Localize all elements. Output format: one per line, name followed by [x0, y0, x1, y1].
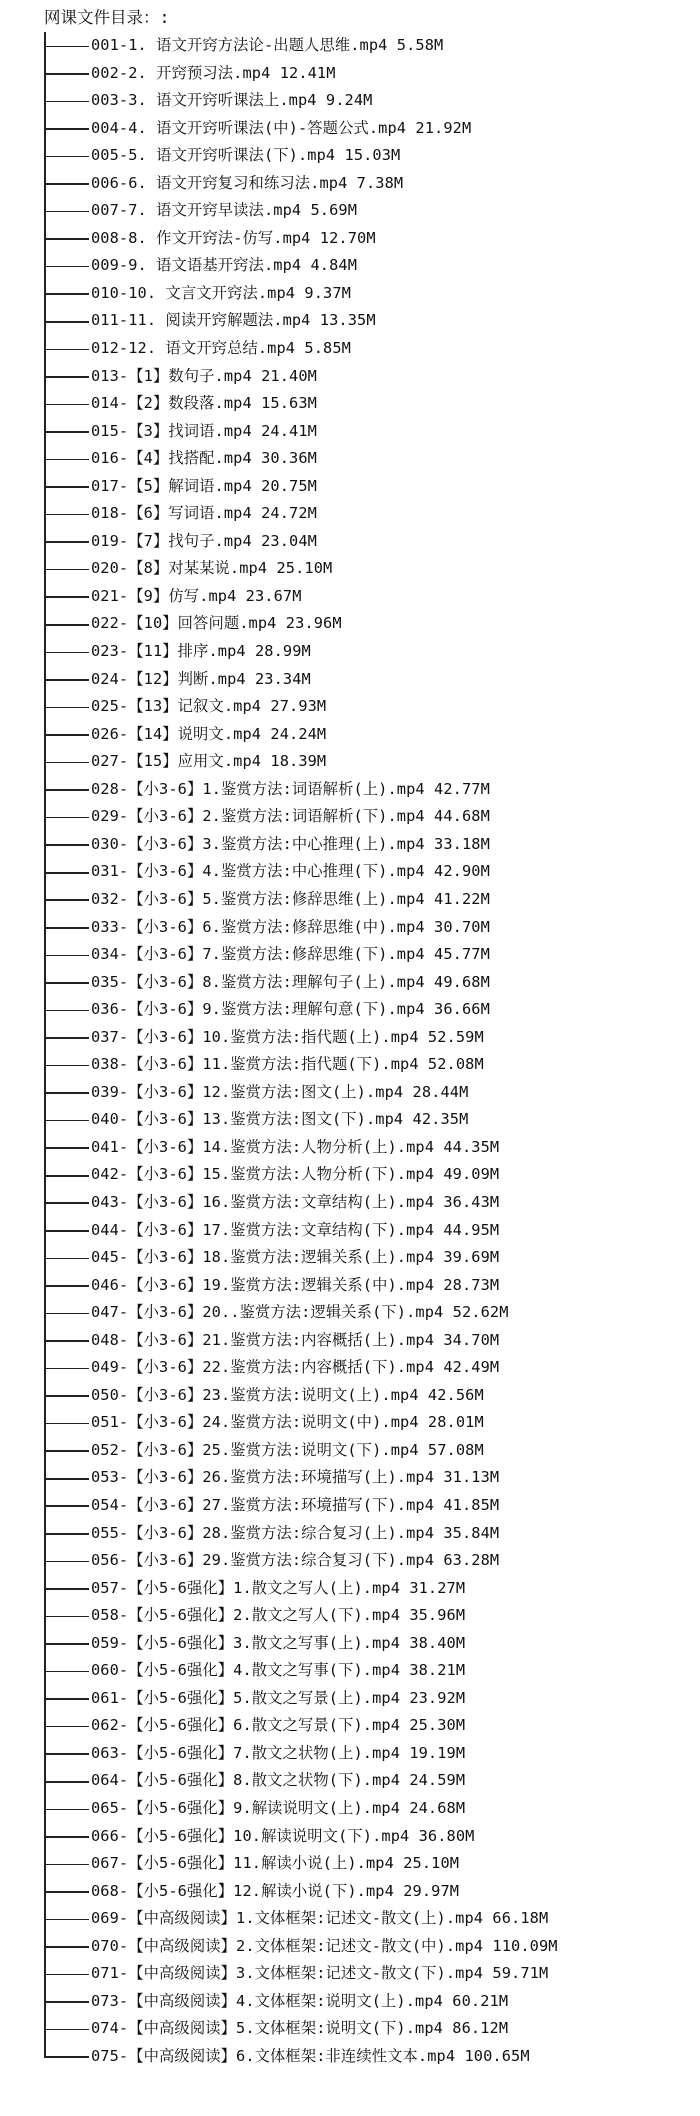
tree-horizontal-line [44, 541, 89, 543]
tree-horizontal-line [44, 459, 89, 461]
file-name: 008-8. 作文开窍法-仿写.mp4 12.70M [91, 228, 376, 247]
file-list-item [0, 445, 700, 473]
file-name: 028-【小3-6】1.鉴赏方法:词语解析(上).mp4 42.77M [91, 779, 490, 798]
file-name: 066-【小5-6强化】10.解读说明文(下).mp4 36.80M [91, 1826, 475, 1845]
file-list-item [0, 1134, 700, 1162]
file-name: 032-【小3-6】5.鉴赏方法:修辞思维(上).mp4 41.22M [91, 889, 490, 908]
tree-horizontal-line [44, 707, 89, 709]
tree-horizontal-line [44, 652, 89, 654]
file-list-item [0, 858, 700, 886]
tree-horizontal-line [44, 1478, 89, 1480]
file-list-item [0, 60, 700, 88]
file-list-item [0, 1327, 700, 1355]
tree-horizontal-line [44, 101, 89, 103]
tree-horizontal-line [44, 762, 89, 764]
tree-horizontal-line [44, 1120, 89, 1122]
tree-horizontal-line [44, 266, 89, 268]
file-list-item [0, 473, 700, 501]
file-name: 014-【2】数段落.mp4 15.63M [91, 394, 317, 413]
file-list-item [0, 363, 700, 391]
file-name: 004-4. 语文开窍听课法(中)-答题公式.mp4 21.92M [91, 118, 472, 137]
tree-horizontal-line [44, 1175, 89, 1177]
file-name: 002-2. 开窍预习法.mp4 12.41M [91, 63, 336, 82]
tree-horizontal-line [44, 486, 89, 488]
file-list-item [0, 941, 700, 969]
tree-horizontal-line [44, 1919, 89, 1921]
file-name: 013-【1】数句子.mp4 21.40M [91, 366, 317, 385]
file-name: 040-【小3-6】13.鉴赏方法:图文(下).mp4 42.35M [91, 1110, 469, 1129]
file-list-item [0, 748, 700, 776]
file-list-item [0, 1079, 700, 1107]
file-list-item [0, 1850, 700, 1878]
file-list-item [0, 1630, 700, 1658]
tree-horizontal-line [44, 1561, 89, 1563]
file-name: 061-【小5-6强化】5.散文之写景(上).mp4 23.92M [91, 1688, 466, 1707]
tree-horizontal-line [44, 1643, 89, 1645]
file-list-item [0, 1382, 700, 1410]
tree-horizontal-line [44, 211, 89, 213]
file-name: 019-【7】找句子.mp4 23.04M [91, 531, 317, 550]
tree-horizontal-line [44, 899, 89, 901]
file-list-item [0, 1740, 700, 1768]
tree-horizontal-line [44, 1809, 89, 1811]
file-name: 009-9. 语文语基开窍法.mp4 4.84M [91, 256, 358, 275]
tree-horizontal-line [44, 1781, 89, 1783]
file-name: 006-6. 语文开窍复习和练习法.mp4 7.38M [91, 173, 404, 192]
tree-horizontal-line [44, 569, 89, 571]
tree-horizontal-line [44, 1891, 89, 1893]
file-list-item [0, 1795, 700, 1823]
tree-horizontal-line [44, 872, 89, 874]
tree-horizontal-line [44, 1505, 89, 1507]
file-list-item [0, 170, 700, 198]
tree-horizontal-line [44, 1230, 89, 1232]
tree-horizontal-line [44, 321, 89, 323]
tree-horizontal-line [44, 376, 89, 378]
file-list-item [0, 307, 700, 335]
file-name: 018-【6】写词语.mp4 24.72M [91, 504, 317, 523]
file-name: 021-【9】仿写.mp4 23.67M [91, 586, 302, 605]
file-name: 034-【小3-6】7.鉴赏方法:修辞思维(下).mp4 45.77M [91, 945, 490, 964]
file-list-item [0, 225, 700, 253]
file-name: 024-【12】判断.mp4 23.34M [91, 669, 311, 688]
file-name: 001-1. 语文开窍方法论-出题人思维.mp4 5.58M [91, 36, 444, 54]
file-list-item [0, 914, 700, 942]
file-name: 041-【小3-6】14.鉴赏方法:人物分析(上).mp4 44.35M [91, 1137, 500, 1156]
file-name: 031-【小3-6】4.鉴赏方法:中心推理(下).mp4 42.90M [91, 862, 490, 881]
file-name: 005-5. 语文开窍听课法(下).mp4 15.03M [91, 146, 401, 165]
file-name: 017-【5】解词语.mp4 20.75M [91, 476, 317, 495]
tree-horizontal-line [44, 1616, 89, 1618]
tree-horizontal-line [44, 73, 89, 75]
tree-horizontal-line [44, 156, 89, 158]
file-name: 035-【小3-6】8.鉴赏方法:理解句子(上).mp4 49.68M [91, 972, 490, 991]
file-name: 047-【小3-6】20..鉴赏方法:逻辑关系(下).mp4 52.62M [91, 1303, 509, 1322]
file-list-item [0, 1189, 700, 1217]
file-list-item [0, 390, 700, 418]
file-name: 010-10. 文言文开窍法.mp4 9.37M [91, 283, 351, 302]
tree-horizontal-line [44, 679, 89, 681]
tree-horizontal-line [44, 624, 89, 626]
file-name: 069-【中高级阅读】1.文体框架:记述文-散文(上).mp4 66.18M [91, 1909, 549, 1928]
file-name: 071-【中高级阅读】3.文体框架:记述文-散文(下).mp4 59.71M [91, 1964, 549, 1983]
tree-horizontal-line [44, 128, 89, 130]
tree-horizontal-line [44, 1313, 89, 1315]
file-name: 036-【小3-6】9.鉴赏方法:理解句意(下).mp4 36.66M [91, 1000, 490, 1019]
tree-horizontal-line [44, 1285, 89, 1287]
file-list-item [0, 1547, 700, 1575]
file-list-item [0, 115, 700, 143]
file-name: 042-【小3-6】15.鉴赏方法:人物分析(下).mp4 49.09M [91, 1165, 500, 1184]
file-name: 063-【小5-6强化】7.散文之状物(上).mp4 19.19M [91, 1743, 466, 1762]
tree-horizontal-line [44, 1010, 89, 1012]
file-list-item [0, 1217, 700, 1245]
tree-horizontal-line [44, 844, 89, 846]
file-name: 011-11. 阅读开窍解题法.mp4 13.35M [91, 311, 376, 330]
tree-horizontal-line [44, 1395, 89, 1397]
file-name: 053-【小3-6】26.鉴赏方法:环境描写(上).mp4 31.13M [91, 1468, 500, 1487]
tree-horizontal-line [44, 1450, 89, 1452]
tree-horizontal-line [44, 1340, 89, 1342]
file-name: 064-【小5-6强化】8.散文之状物(下).mp4 24.59M [91, 1771, 466, 1790]
file-list-item [0, 2015, 700, 2043]
file-list-item [0, 831, 700, 859]
file-list-item [0, 610, 700, 638]
file-name: 048-【小3-6】21.鉴赏方法:内容概括(上).mp4 34.70M [91, 1330, 500, 1349]
file-list-item [0, 197, 700, 225]
file-list-item [0, 1106, 700, 1134]
file-tree [0, 32, 700, 2070]
tree-horizontal-line [44, 1726, 89, 1728]
tree-horizontal-line [44, 1258, 89, 1260]
file-list-item [0, 87, 700, 115]
file-list-item [0, 1464, 700, 1492]
file-name: 027-【15】应用文.mp4 18.39M [91, 752, 327, 771]
file-list-item [0, 1024, 700, 1052]
tree-horizontal-line [44, 1864, 89, 1866]
tree-horizontal-line [44, 1092, 89, 1094]
tree-horizontal-line [44, 2056, 89, 2058]
file-name: 003-3. 语文开窍听课法上.mp4 9.24M [91, 91, 373, 110]
file-list-item [0, 1520, 700, 1548]
file-name: 023-【11】排序.mp4 28.99M [91, 642, 311, 661]
tree-horizontal-line [44, 183, 89, 185]
file-list-item [0, 1272, 700, 1300]
file-name: 044-【小3-6】17.鉴赏方法:文章结构(下).mp4 44.95M [91, 1220, 500, 1239]
file-list-item [0, 32, 700, 60]
file-name: 075-【中高级阅读】6.文体框架:非连续性文本.mp4 100.65M [91, 2046, 530, 2065]
tree-horizontal-line [44, 2029, 89, 2031]
file-name: 060-【小5-6强化】4.散文之写事(下).mp4 38.21M [91, 1661, 466, 1680]
file-list-item [0, 2043, 700, 2071]
file-list-item [0, 1823, 700, 1851]
file-list-item [0, 335, 700, 363]
tree-horizontal-line [44, 1698, 89, 1700]
file-list-item [0, 1244, 700, 1272]
tree-vertical-line [44, 2043, 46, 2057]
tree-horizontal-line [44, 789, 89, 791]
file-list-item [0, 1657, 700, 1685]
tree-horizontal-line [44, 1147, 89, 1149]
file-name: 033-【小3-6】6.鉴赏方法:修辞思维(中).mp4 30.70M [91, 917, 490, 936]
file-name: 043-【小3-6】16.鉴赏方法:文章结构(上).mp4 36.43M [91, 1192, 500, 1211]
file-list-item [0, 1712, 700, 1740]
file-list-item [0, 666, 700, 694]
file-name: 067-【小5-6强化】11.解读小说(上).mp4 25.10M [91, 1854, 460, 1873]
document-title: 网课文件目录：: [44, 8, 170, 27]
file-list-item [0, 1161, 700, 1189]
file-list-item [0, 1354, 700, 1382]
file-list-item [0, 142, 700, 170]
tree-horizontal-line [44, 1974, 89, 1976]
tree-horizontal-line [44, 514, 89, 516]
file-list-item [0, 969, 700, 997]
file-list-item [0, 1767, 700, 1795]
file-name: 050-【小3-6】23.鉴赏方法:说明文(上).mp4 42.56M [91, 1385, 484, 1404]
file-name: 049-【小3-6】22.鉴赏方法:内容概括(下).mp4 42.49M [91, 1358, 500, 1377]
file-list-item [0, 886, 700, 914]
file-list-item [0, 1933, 700, 1961]
file-list-item [0, 1685, 700, 1713]
tree-horizontal-line [44, 349, 89, 351]
tree-horizontal-line [44, 927, 89, 929]
file-list-item [0, 1878, 700, 1906]
file-name: 074-【中高级阅读】5.文体框架:说明文(下).mp4 86.12M [91, 2019, 509, 2038]
tree-horizontal-line [44, 982, 89, 984]
file-list-item [0, 638, 700, 666]
file-list-item [0, 803, 700, 831]
file-list-item [0, 1437, 700, 1465]
file-list-item [0, 1299, 700, 1327]
file-name: 030-【小3-6】3.鉴赏方法:中心推理(上).mp4 33.18M [91, 834, 490, 853]
file-list-item [0, 418, 700, 446]
file-list-item [0, 528, 700, 556]
tree-horizontal-line [44, 238, 89, 240]
file-name: 039-【小3-6】12.鉴赏方法:图文(上).mp4 28.44M [91, 1082, 469, 1101]
file-name: 054-【小3-6】27.鉴赏方法:环境描写(下).mp4 41.85M [91, 1495, 500, 1514]
file-name: 070-【中高级阅读】2.文体框架:记述文-散文(中).mp4 110.09M [91, 1936, 558, 1955]
file-list-item [0, 252, 700, 280]
file-name: 056-【小3-6】29.鉴赏方法:综合复习(下).mp4 63.28M [91, 1551, 500, 1570]
file-name: 016-【4】找搭配.mp4 30.36M [91, 449, 317, 468]
file-list-item [0, 1960, 700, 1988]
tree-horizontal-line [44, 46, 89, 48]
file-list-item [0, 555, 700, 583]
tree-horizontal-line [44, 1065, 89, 1067]
file-name: 073-【中高级阅读】4.文体框架:说明文(上).mp4 60.21M [91, 1991, 509, 2010]
file-name: 058-【小5-6强化】2.散文之写人(下).mp4 35.96M [91, 1606, 466, 1625]
tree-horizontal-line [44, 1671, 89, 1673]
file-list-item [0, 1575, 700, 1603]
file-list-item [0, 776, 700, 804]
file-list-item [0, 1988, 700, 2016]
file-name: 015-【3】找词语.mp4 24.41M [91, 421, 317, 440]
file-name: 055-【小3-6】28.鉴赏方法:综合复习(上).mp4 35.84M [91, 1523, 500, 1542]
file-name: 045-【小3-6】18.鉴赏方法:逻辑关系(上).mp4 39.69M [91, 1248, 500, 1267]
file-list-item [0, 1409, 700, 1437]
file-list-item [0, 280, 700, 308]
file-list-item [0, 721, 700, 749]
file-list-item [0, 1051, 700, 1079]
file-name: 026-【14】说明文.mp4 24.24M [91, 724, 327, 743]
file-name: 038-【小3-6】11.鉴赏方法:指代题(下).mp4 52.08M [91, 1055, 484, 1074]
file-name: 025-【13】记叙文.mp4 27.93M [91, 697, 327, 716]
tree-horizontal-line [44, 1037, 89, 1039]
tree-horizontal-line [44, 1368, 89, 1370]
file-name: 020-【8】对某某说.mp4 25.10M [91, 559, 333, 578]
tree-horizontal-line [44, 817, 89, 819]
file-name: 007-7. 语文开窍早读法.mp4 5.69M [91, 201, 358, 220]
tree-horizontal-line [44, 2001, 89, 2003]
file-name: 037-【小3-6】10.鉴赏方法:指代题(上).mp4 52.59M [91, 1027, 484, 1046]
tree-horizontal-line [44, 1423, 89, 1425]
file-name: 052-【小3-6】25.鉴赏方法:说明文(下).mp4 57.08M [91, 1440, 484, 1459]
file-name: 065-【小5-6强化】9.解读说明文(上).mp4 24.68M [91, 1799, 466, 1817]
file-name: 057-【小5-6强化】1.散文之写人(上).mp4 31.27M [91, 1578, 466, 1597]
file-name: 012-12. 语文开窍总结.mp4 5.85M [91, 339, 351, 358]
file-list-item [0, 1492, 700, 1520]
file-name: 046-【小3-6】19.鉴赏方法:逻辑关系(中).mp4 28.73M [91, 1275, 500, 1294]
tree-horizontal-line [44, 1588, 89, 1590]
file-name: 051-【小3-6】24.鉴赏方法:说明文(中).mp4 28.01M [91, 1413, 484, 1432]
file-list-item [0, 583, 700, 611]
file-list-item [0, 996, 700, 1024]
tree-horizontal-line [44, 596, 89, 598]
tree-horizontal-line [44, 734, 89, 736]
file-name: 022-【10】回答问题.mp4 23.96M [91, 614, 342, 633]
tree-horizontal-line [44, 1533, 89, 1535]
tree-horizontal-line [44, 955, 89, 957]
file-list-item [0, 1905, 700, 1933]
tree-horizontal-line [44, 1753, 89, 1755]
file-list-item [0, 1602, 700, 1630]
file-list-item [0, 500, 700, 528]
file-name: 029-【小3-6】2.鉴赏方法:词语解析(下).mp4 44.68M [91, 807, 490, 826]
tree-horizontal-line [44, 404, 89, 406]
file-list-item [0, 693, 700, 721]
file-name: 068-【小5-6强化】12.解读小说(下).mp4 29.97M [91, 1881, 460, 1900]
tree-horizontal-line [44, 1836, 89, 1838]
tree-horizontal-line [44, 293, 89, 295]
file-name: 062-【小5-6强化】6.散文之写景(下).mp4 25.30M [91, 1716, 466, 1735]
tree-horizontal-line [44, 431, 89, 433]
tree-horizontal-line [44, 1946, 89, 1948]
file-name: 059-【小5-6强化】3.散文之写事(上).mp4 38.40M [91, 1633, 466, 1652]
tree-horizontal-line [44, 1202, 89, 1204]
